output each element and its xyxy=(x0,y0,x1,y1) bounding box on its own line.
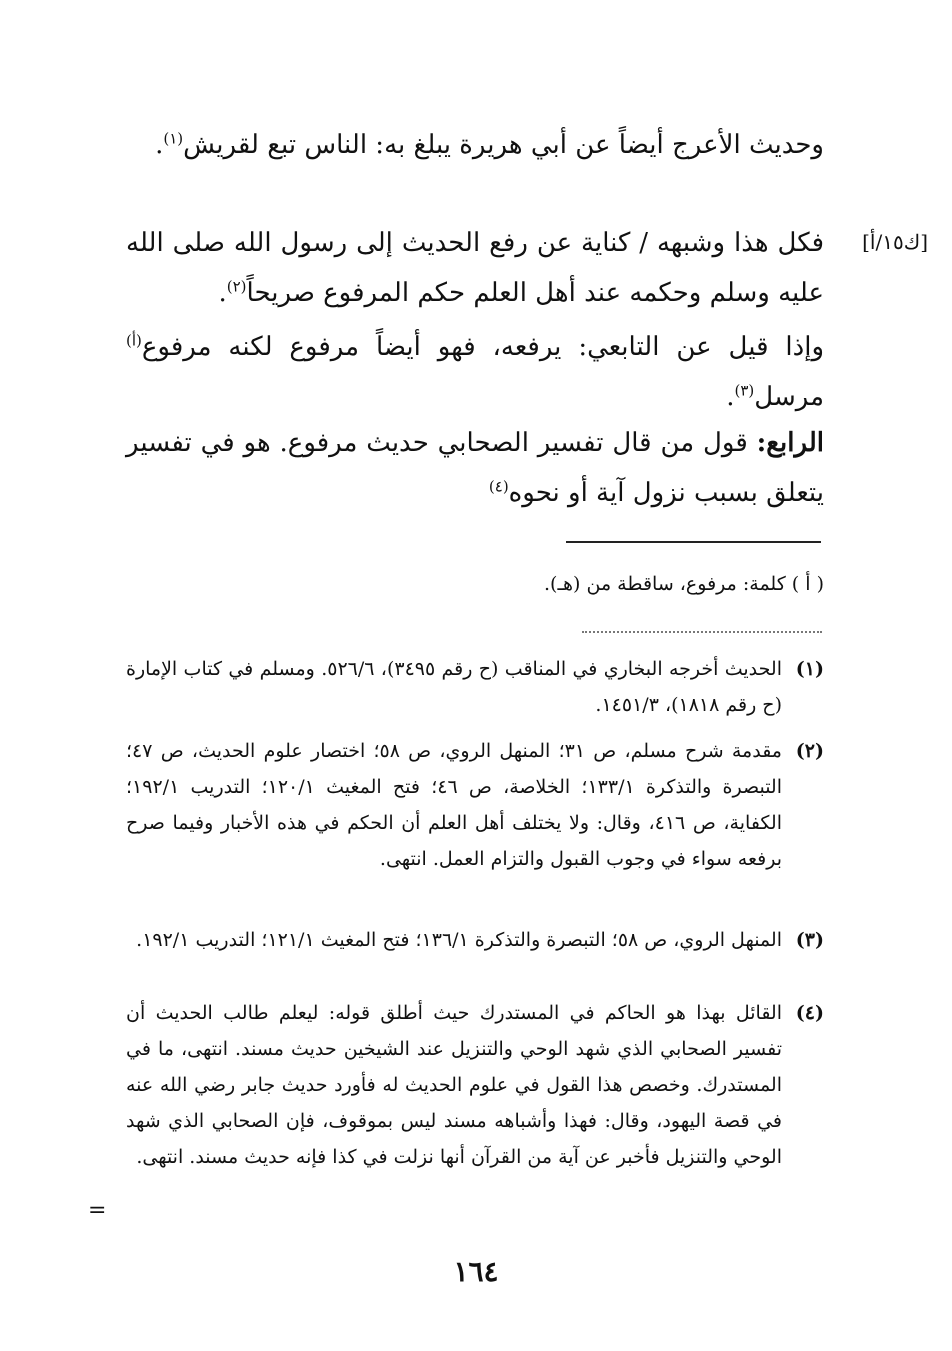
footnote-number: (٤) xyxy=(795,1002,824,1024)
paragraph-2 xyxy=(126,218,824,318)
footnote-ref-3: (٣) xyxy=(734,381,755,400)
footnote-text: مقدمة شرح مسلم، ص ٣١؛ المنهل الروي، ص ٥٨؛ اختصار علوم الحديث، ص ٤٧؛ التبصرة والتذكرة ١٣٣/١؛ الخلاصة، ص ٤٦؛ فتح المغيث ١٢٠/١؛ التدريب ١٩٢/١؛ الكفاية، ص ٤١٦، وقال: ولا يختلف أهل العلم أن الحكم في هذه الأخبار وفيما صرح برفعه سواء في وجوب القبول والتزام العمل. انتهى. xyxy=(126,740,782,870)
paragraph-1-end: . xyxy=(155,130,164,160)
footnote-3 xyxy=(126,922,824,958)
footnote-1 xyxy=(126,651,824,723)
footnote-4 xyxy=(126,995,824,1175)
footnote-ref-4: (٤) xyxy=(488,477,509,496)
footnote-number: (٢) xyxy=(795,740,824,762)
manuscript-folio-marker: [ك١٥/أ] xyxy=(862,230,928,254)
paragraph-4-text: قول من قال تفسير الصحابي حديث مرفوع. هو في تفسير يتعلق بسبب نزول آية أو نحوه xyxy=(126,428,824,508)
paragraph-1-text: وحديث الأعرج أيضاً عن أبي هريرة يبلغ به: الناس تبع لقريش xyxy=(183,130,824,160)
variant-note: ( أ ) كلمة: مرفوع، ساقطة من (هـ). xyxy=(544,573,824,595)
variant-ref-a: (أ) xyxy=(126,331,142,350)
footnote-ref-2: (٢) xyxy=(226,277,247,296)
paragraph-3 xyxy=(126,322,824,422)
page-number: ١٦٤ xyxy=(453,1255,499,1288)
paragraph-3-text: وإذا قيل عن التابعي: يرفعه، فهو أيضاً مرفوع لكنه مرفوع xyxy=(141,332,824,362)
footnote-text: الحديث أخرجه البخاري في المناقب (ح رقم ٣٤٩٥)، ٥٢٦/٦. ومسلم في كتاب الإمارة (ح رقم ١٨١٨)، ١٤٥١/٣. xyxy=(126,658,782,716)
footnote-text: القائل بهذا هو الحاكم في المستدرك حيث أطلق قوله: ليعلم طالب الحديث أن تفسير الصحابي الذي شهد الوحي والتنزيل عند الشيخين حديث مسند. انتهى، ما في المستدرك. وخصص هذا القول في علوم الحديث له فأورد حديث جابر رضي الله عنه في قصة اليهود، وقال: فهذا وأشباهه مسند ليس بموقوف، فإن الصحابي الذي شهد الوحي والتنزيل فأخبر عن آية من القرآن أنها نزلت في كذا فإنه حديث مسند. انتهى. xyxy=(126,1002,782,1168)
footnote-ref-1: (١) xyxy=(163,129,184,148)
paragraph-3-end: . xyxy=(726,382,735,412)
paragraph-4 xyxy=(126,418,824,518)
footnote-number: (٣) xyxy=(795,929,824,951)
dotted-separator xyxy=(582,631,822,633)
section-label-fourth: الرابع: xyxy=(756,428,824,458)
paragraph-3-tail: مرسل xyxy=(754,382,824,412)
footnote-text: المنهل الروي، ص ٥٨؛ التبصرة والتذكرة ١٣٦/١؛ فتح المغيث ١٢١/١؛ التدريب ١٩٢/١. xyxy=(136,929,782,951)
footnote-separator xyxy=(566,541,821,543)
paragraph-2-text: فكل هذا وشبهه / كناية عن رفع الحديث إلى رسول الله صلى الله عليه وسلم وحكمه عند أهل العلم حكم المرفوع صريحاً xyxy=(126,228,824,308)
footnote-number: (١) xyxy=(795,658,824,680)
paragraph-1 xyxy=(126,120,824,170)
paragraph-2-end: . xyxy=(218,278,227,308)
footnote-2 xyxy=(126,733,824,877)
continuation-mark: = xyxy=(88,1198,107,1223)
